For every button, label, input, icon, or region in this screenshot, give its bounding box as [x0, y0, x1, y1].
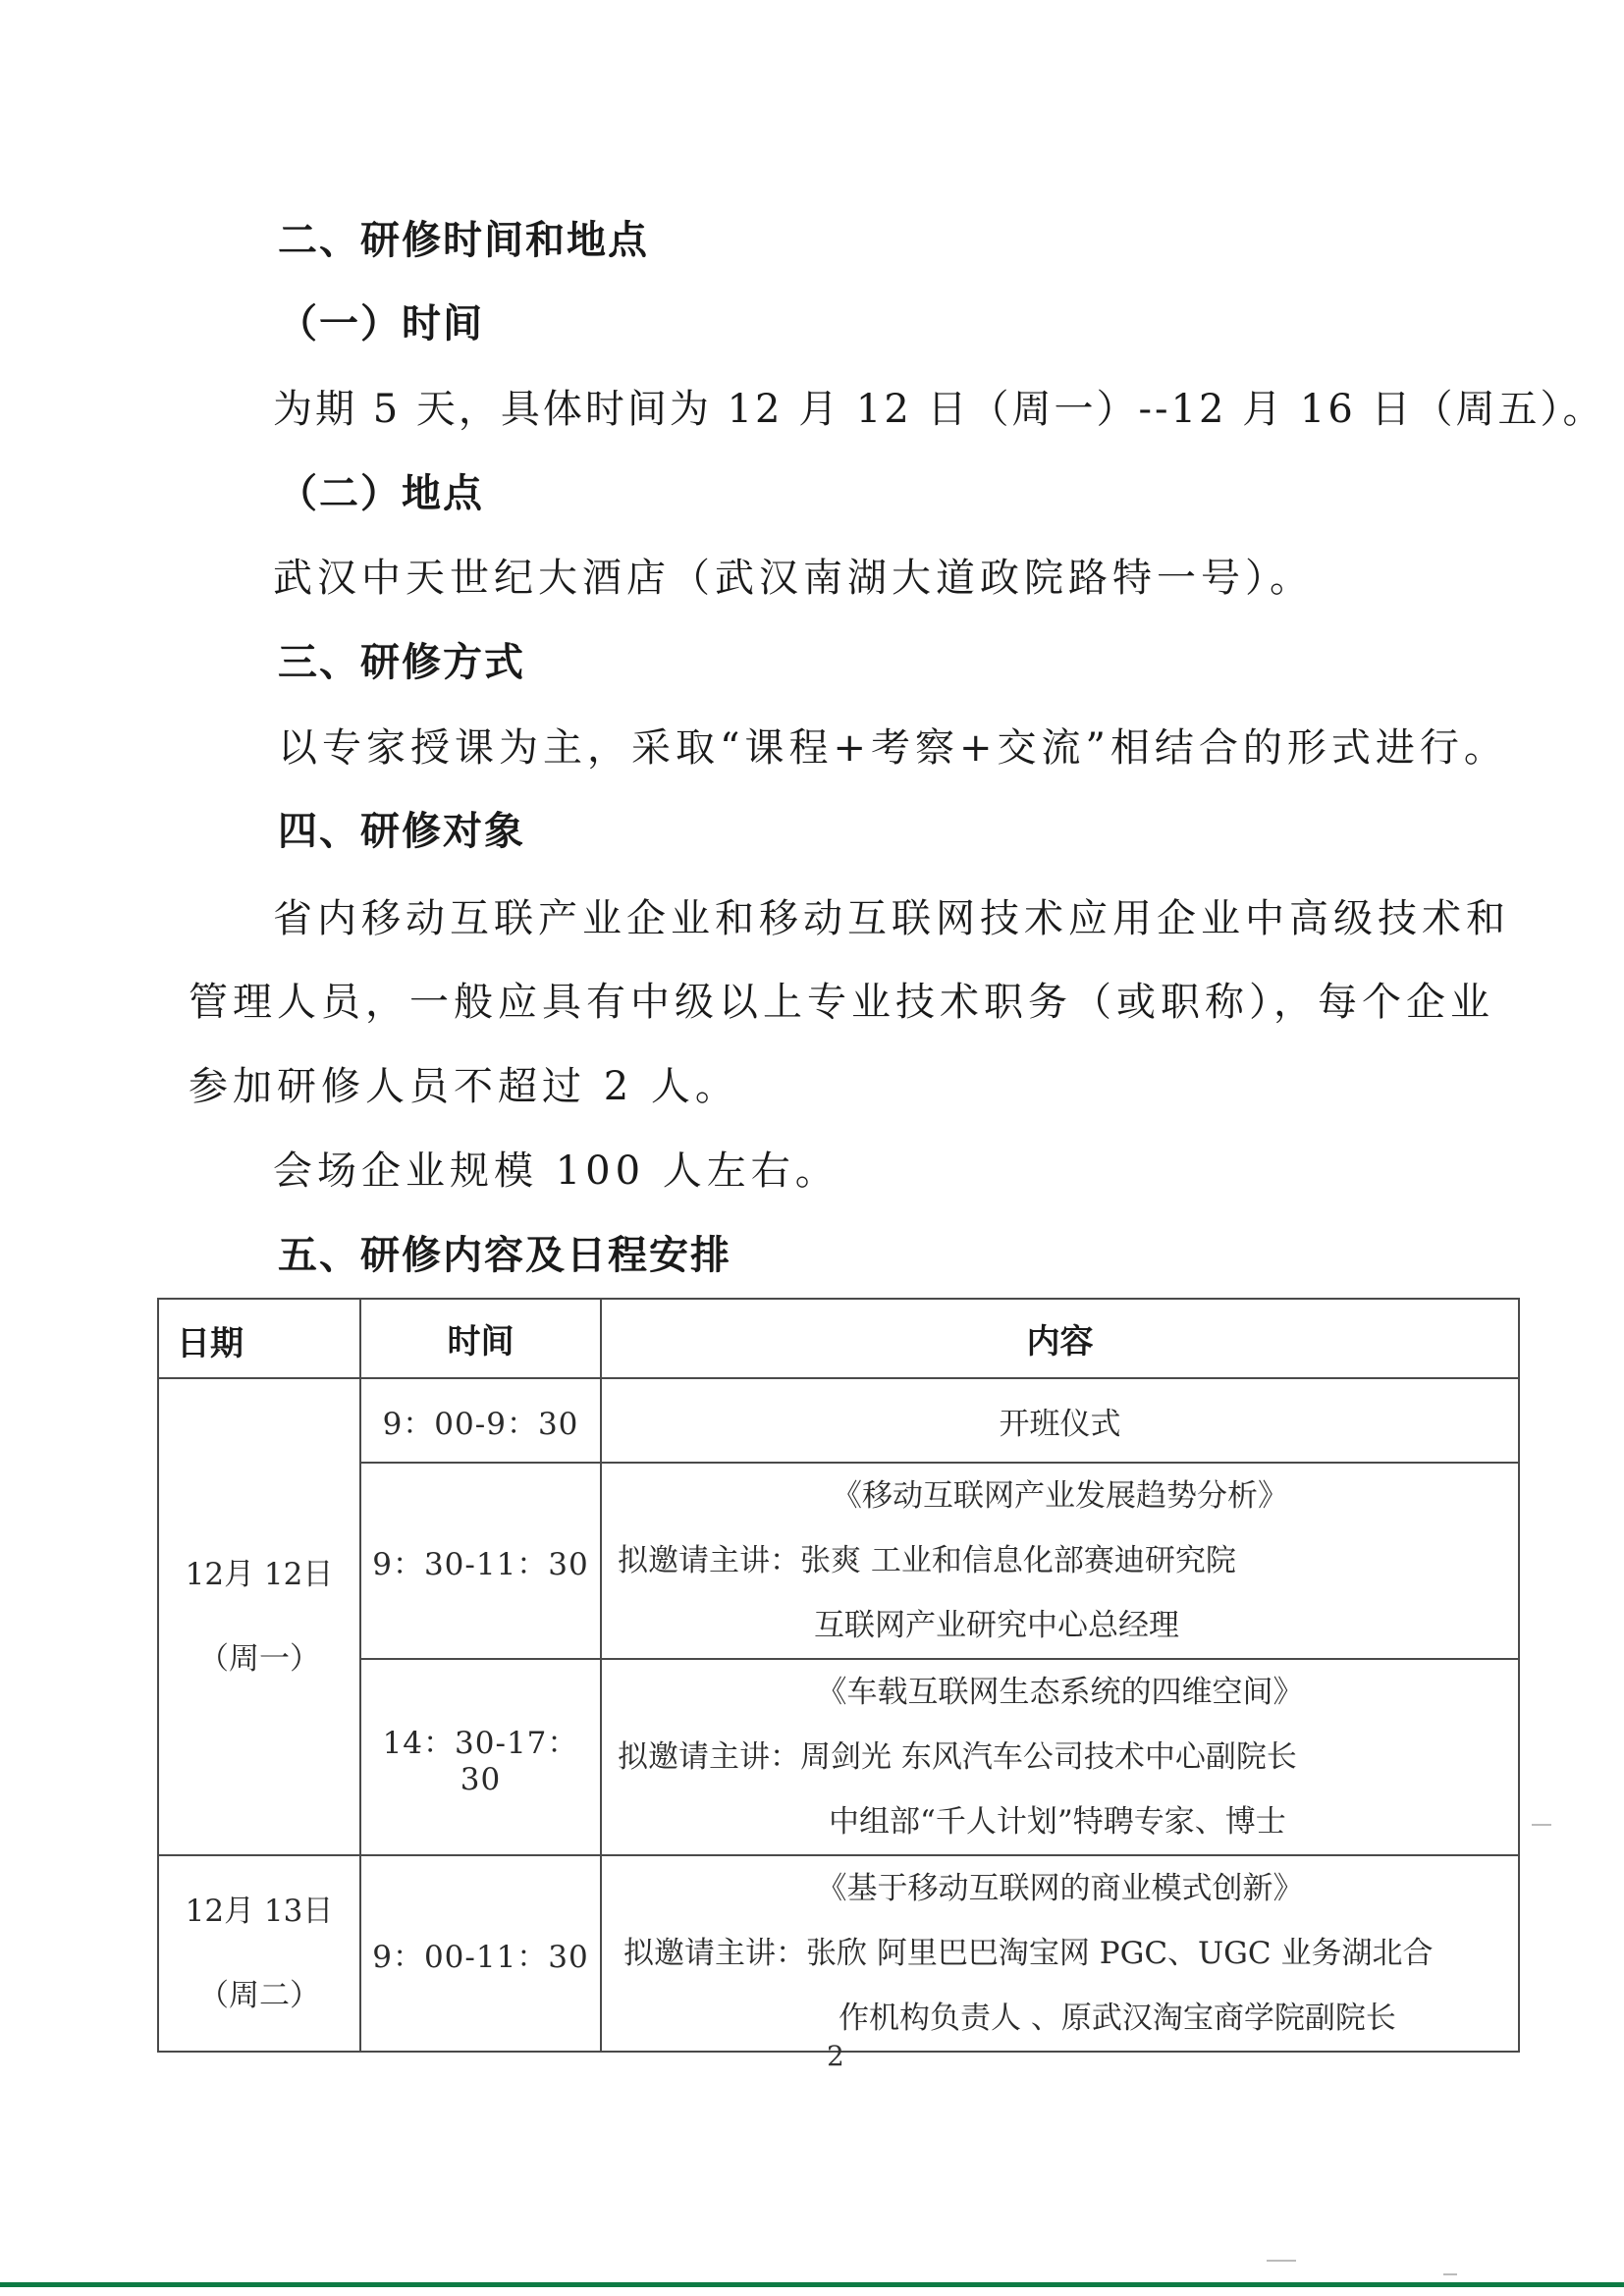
content-cell	[601, 1855, 1519, 2052]
section-2-heading: 二、研修时间和地点	[278, 218, 649, 263]
scan-mark	[1267, 2260, 1296, 2262]
speaker-line: 拟邀请主讲：周剑光 东风汽车公司技术中心副院长	[618, 1739, 1297, 1775]
speaker-affiliation: 中组部“千人计划”特聘专家、博士	[829, 1804, 1286, 1840]
time-cell: 14：30-17：30	[360, 1659, 601, 1855]
date-day-2: 12月 13日	[185, 1894, 334, 1929]
content-cell	[601, 1659, 1519, 1855]
section-3-heading: 三、研修方式	[278, 640, 525, 685]
header-date: 日期	[158, 1299, 360, 1378]
table-row	[158, 1855, 1519, 2052]
schedule-table	[157, 1298, 1520, 2053]
scan-mark	[1532, 1824, 1551, 1826]
content-cell	[601, 1378, 1519, 1463]
content-cell	[601, 1463, 1519, 1659]
speaker-line: 拟邀请主讲：张爽 工业和信息化部赛迪研究院	[618, 1543, 1236, 1578]
course-title: 《移动互联网产业发展趋势分析》	[832, 1478, 1288, 1514]
date-cell-day-2	[158, 1855, 360, 2052]
section-2-2-heading: （二）地点	[278, 471, 484, 516]
speaker-affiliation: 互联网产业研究中心总经理	[814, 1608, 1179, 1643]
section-5-heading: 五、研修内容及日程安排	[278, 1233, 731, 1278]
section-4-heading: 四、研修对象	[278, 809, 525, 854]
scan-edge-line	[0, 2282, 1624, 2287]
table-row	[158, 1659, 1519, 1855]
course-title: 《车载互联网生态系统的四维空间》	[816, 1675, 1304, 1710]
page-number: 2	[827, 2040, 844, 2072]
section-2-1-heading: （一）时间	[278, 301, 484, 347]
date-cell-day-1	[158, 1378, 360, 1855]
section-4-text-line-2: 管理人员，一般应具有中级以上专业技术职务（或职称），每个企业	[189, 980, 1494, 1025]
section-4-text-line-3: 参加研修人员不超过 2 人。	[189, 1064, 739, 1109]
header-time: 时间	[360, 1299, 601, 1378]
section-4-text-line-1: 省内移动互联产业企业和移动互联网技术应用企业中高级技术和	[273, 896, 1510, 941]
weekday-day-2: （周二）	[198, 1978, 320, 2013]
speaker-line: 拟邀请主讲：张欣 阿里巴巴淘宝网 PGC、UGC 业务湖北合	[623, 1936, 1434, 1971]
section-3-text: 以专家授课为主，采取“课程+考察+交流”相结合的形式进行。	[278, 725, 1508, 771]
header-content: 内容	[601, 1299, 1519, 1378]
date-day-1: 12月 12日	[185, 1557, 334, 1592]
section-2-1-text: 为期 5 天，具体时间为 12 月 12 日（周一）--12 月 16 日（周五）。	[273, 387, 1605, 432]
course-title: 《基于移动互联网的商业模式创新》	[816, 1871, 1304, 1906]
speaker-affiliation: 作机构负责人 、原武汉淘宝商学院副院长	[839, 2001, 1396, 2036]
opening-ceremony-label: 开班仪式	[999, 1406, 1121, 1442]
section-2-2-text: 武汉中天世纪大酒店（武汉南湖大道政院路特一号）。	[273, 556, 1314, 601]
section-4-text-line-4: 会场企业规模 100 人左右。	[273, 1148, 839, 1194]
time-cell: 9：00-9：30	[360, 1378, 601, 1463]
weekday-day-1: （周一）	[198, 1641, 320, 1677]
time-cell: 9：30-11：30	[360, 1463, 601, 1659]
table-row	[158, 1463, 1519, 1659]
time-cell: 9：00-11：30	[360, 1855, 601, 2052]
table-row	[158, 1378, 1519, 1463]
scan-mark	[1443, 2273, 1457, 2275]
table-header-row	[158, 1299, 1519, 1378]
